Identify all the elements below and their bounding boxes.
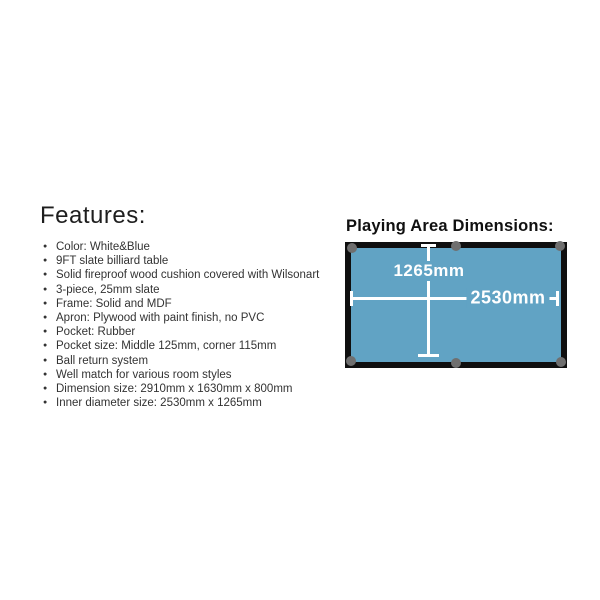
height-dimension-cap-top [421, 244, 436, 247]
feature-item [40, 297, 340, 311]
playing-area-title: Playing Area Dimensions: [346, 217, 554, 235]
width-dimension-cap-right [556, 291, 559, 306]
feature-item [40, 396, 340, 410]
feature-text: Color: White&Blue [56, 241, 150, 253]
feature-item [40, 382, 340, 396]
feature-item [40, 240, 340, 254]
feature-item [40, 283, 340, 297]
width-dimension-cap-left [350, 291, 353, 306]
feature-text: Pocket: Rubber [56, 326, 136, 339]
feature-text: Frame: Solid and MDF [56, 297, 172, 310]
billiard-table-diagram [345, 242, 567, 368]
pocket-icon [347, 243, 357, 253]
feature-item [40, 254, 340, 268]
playing-area-section [347, 217, 577, 368]
feature-item [40, 311, 340, 325]
feature-item [40, 325, 340, 339]
feature-text: Ball return system [56, 354, 149, 367]
feature-text: Apron: Plywood with paint finish, no PVC [56, 312, 265, 325]
features-section [40, 202, 340, 410]
feature-text: Dimension size: 2910mm x 1630mm x 800mm [56, 383, 293, 396]
feature-item [40, 268, 340, 282]
feature-item [40, 368, 340, 382]
pocket-icon [555, 241, 565, 251]
pocket-icon [346, 356, 356, 366]
pocket-icon [451, 241, 461, 251]
feature-text: Inner diameter size: 2530mm x 1265mm [56, 397, 262, 410]
feature-text: 9FT slate billiard table [56, 255, 169, 268]
feature-item [40, 339, 340, 353]
feature-item [40, 354, 340, 368]
feature-text: 3-piece, 25mm slate [56, 283, 160, 296]
feature-text: Well match for various room styles [56, 368, 232, 381]
pocket-icon [556, 357, 566, 367]
height-dimension-cap-bottom [418, 354, 439, 357]
features-list [40, 240, 340, 410]
height-dimension-label: 1265mm [390, 261, 467, 281]
width-dimension-label: 2530mm [466, 288, 549, 309]
feature-text: Solid fireproof wood cushion covered with Wilsonart [56, 269, 320, 282]
pocket-icon [451, 358, 461, 368]
feature-text: Pocket size: Middle 125mm, corner 115mm [56, 340, 277, 353]
features-title: Features: [40, 202, 146, 229]
